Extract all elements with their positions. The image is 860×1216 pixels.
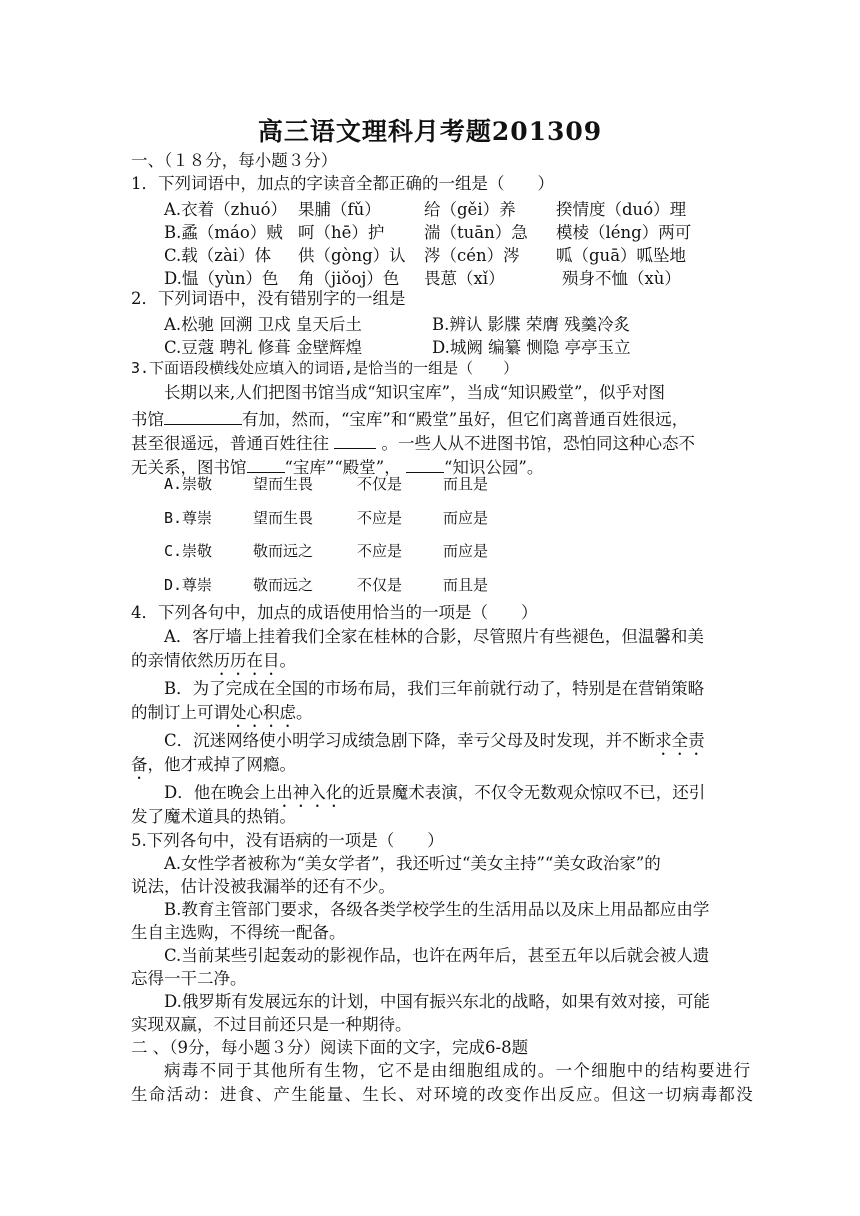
q4-d-line-2: 发了魔术道具的热销。 [131,807,296,826]
q1-a-4: 揆情度（duó）理 [556,200,687,219]
q3-text: 书馆 [131,410,164,429]
q4-text: 的亲情依然 [131,651,214,670]
q4-b-line-2 [131,702,313,731]
q4-a-line-2 [131,650,296,679]
q1-a-1: A.衣着（zhuó） [164,200,288,219]
q1-c-4: 呱（guā）呱坠地 [556,246,687,265]
q4-stem: 4．下列各句中，加点的成语使用恰当的一项是（ ） [131,603,538,622]
q1-d-3: 畏葸（xǐ） [424,269,505,288]
reading-para-line-1: 病毒不同于其他所有生物，它不是由细胞组成的。一个细胞中的结构要进行 [164,1061,752,1080]
q3-b-4: 而应是 [443,509,489,527]
q3-stem: 3.下面语段横线处应填入的词语,是恰当的一组是（ ） [131,359,519,377]
q3-c-3: 不应是 [357,542,403,560]
q3-option-a [164,473,488,494]
q3-d-2: 敬而远之 [253,576,314,594]
q3-para-line-2 [131,406,688,431]
q5-d-line-2: 实现双赢，不过目前还只是一种期待。 [131,1015,412,1034]
q5-c-line-2: 忘得一干二净。 [131,969,247,988]
q4-b-line-1: B．为了完成在全国的市场布局，我们三年前就行动了，特别是在营销策略 [164,679,705,698]
q3-c-2: 敬而远之 [253,542,314,560]
q4-text: 。 [296,703,313,722]
q4-text: 。 [279,651,296,670]
q3-a-4: 而且是 [443,475,489,493]
q3-b-2: 望而生畏 [253,509,314,527]
q4-d-idiom: 出神入化 [276,783,343,802]
q3-text: 甚至很遥远，普通百姓往往 [131,434,329,453]
section-2-heading: 二 、（9分，每小题３分）阅读下面的文字，完成6-8题 [131,1038,529,1057]
q5-stem: 5.下列各句中，没有语病的一项是（ ） [131,831,444,850]
q3-text: “知识公园”。 [444,458,544,477]
q2-stem: 2．下列词语中，没有错别字的一组是 [131,289,406,308]
reading-para-line-2: 生命活动：进食、产生能量、生长、对环境的改变作出反应。但这一切病毒都没 [131,1085,754,1104]
q3-blank-1 [164,406,242,425]
q3-text: 无关系，图书馆 [131,458,247,477]
q4-text: ，他才戒掉了网瘾。 [147,755,296,774]
q3-option-d [164,574,488,595]
q1-b-1: B.蟊（máo）贼 [164,223,283,242]
q1-c-3: 涔（cén）涔 [424,246,520,265]
q3-blank-3 [247,454,285,473]
q1-option-c [164,242,686,266]
q3-text: 。一些人从不进图书馆，恐怕同这种心态不 [381,434,695,453]
q3-text: 有加，然而，“宝库”和“殿堂”虽好，但它们离普通百姓很远， [242,410,689,429]
q5-d-line-1: D.俄罗斯有发展远东的计划，中国有振兴东北的战略，如果有效对接，可能 [164,992,710,1011]
q3-b-1: B.尊崇 [164,509,213,527]
q5-c-line-1: C.当前某些引起轰动的影视作品，也许在两年后，甚至五年以后就会被人遗 [164,946,710,965]
q4-a-idiom: 历历在目 [213,651,280,670]
q1-stem: 1．下列词语中，加点的字读音全都正确的一组是（ ） [131,174,554,193]
q5-b-line-1: B.教育主管部门要求，各级各类学校学生的生活用品以及床上用品都应由学 [164,900,710,919]
q5-a-line-2: 说法，估计没被我漏举的还有不少。 [131,877,395,896]
q4-text: D．他在晚会上 [164,783,277,802]
q3-d-3: 不仅是 [357,576,403,594]
q1-c-2: 供（gòng）认 [298,246,406,265]
q5-a-line-1: A.女性学者被称为“美女学者”，我还听过“美女主持”“美女政治家”的 [164,854,661,873]
q4-text: 的制订上可谓 [131,703,230,722]
section-1-heading: 一、（１８分，每小题３分） [131,151,338,170]
q3-blank-4 [406,454,444,473]
q1-a-2: 果脯（fǔ） [298,200,381,219]
q3-option-c [164,540,488,561]
q4-c-line-2 [131,754,296,783]
q3-blank-2 [334,430,376,449]
q2-option-a: A.松驰 回溯 卫戍 皇天后土 [164,315,362,334]
q1-option-a [164,196,686,220]
q2-option-d: D.城阙 编纂 恻隐 亭亭玉立 [432,338,631,357]
q4-c-idiom-end: 备 [131,755,148,774]
q4-text: C．沉迷网络使小明学习成绩急剧下降，幸亏父母及时发现，并不断 [164,731,656,750]
q3-c-4: 而应是 [443,542,489,560]
q3-a-2: 望而生畏 [253,475,314,493]
q4-c-idiom: 求全责 [655,731,705,750]
q3-a-1: A.崇敬 [164,475,213,493]
q1-c-1: C.载（zài）体 [164,246,272,265]
q1-d-2: 角（jiǒoj）色 [298,269,400,288]
q5-b-line-2: 生自主选购，不得统一配备。 [131,923,346,942]
q3-b-3: 不应是 [357,509,403,527]
q3-option-b [164,507,488,528]
q2-option-c: C.豆蔻 聘礼 修葺 金壁辉煌 [164,338,363,357]
q3-c-1: C.崇敬 [164,542,213,560]
q1-d-4: 殒身不恤（xù） [562,269,681,288]
q3-d-4: 而且是 [443,576,489,594]
q4-b-idiom: 处心积虑 [230,703,296,722]
q4-a-line-1: A．客厅墙上挂着我们全家在桂林的合影，尽管照片有些褪色，但温馨和美 [164,627,704,646]
q4-text: 的近景魔术表演，不仅令无数观众惊叹不已，还引 [342,783,706,802]
q3-text: “宝库”“殿堂”， [284,458,401,477]
q1-b-2: 呵（hē）护 [298,223,385,242]
q1-option-b [164,219,691,243]
q3-a-3: 不仅是 [357,475,403,493]
q1-option-d [164,265,681,289]
q3-para-line-3 [131,430,695,455]
q3-d-1: D.尊崇 [164,576,213,594]
q3-para-line-1: 长期以来,人们把图书馆当成“知识宝库”，当成“知识殿堂”，似乎对图 [164,383,665,402]
q1-b-4: 模棱（léng）两可 [556,223,692,242]
q2-option-b: B.辨认 影牒 荣膺 残羹冷炙 [432,315,631,334]
q1-b-3: 湍（tuān）急 [424,223,528,242]
exam-title: 高三语文理科月考题201309 [257,117,603,146]
q1-a-3: 给（gěi）养 [424,200,516,219]
q1-d-1: D.愠（yùn）色 [164,269,279,288]
